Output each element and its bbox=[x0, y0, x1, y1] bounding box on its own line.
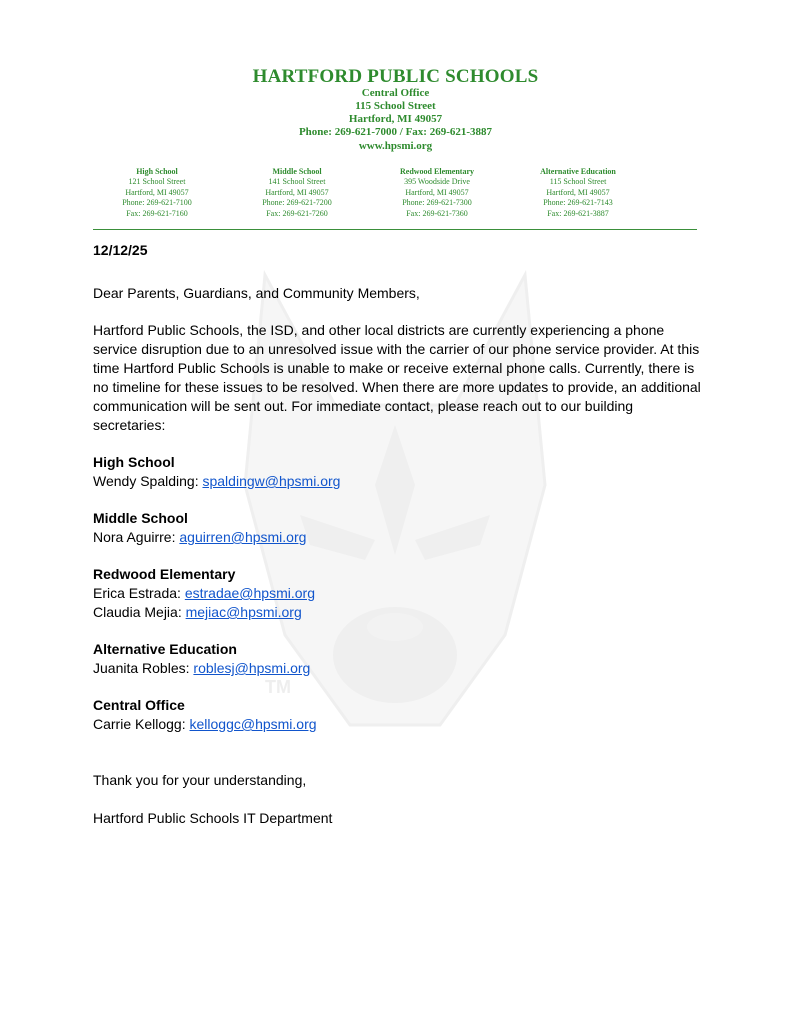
building-phone: Phone: 269-621-7100 bbox=[122, 198, 192, 208]
contact-block-redwood-elementary bbox=[93, 565, 708, 622]
building-name: Middle School bbox=[272, 167, 322, 176]
letter-signature: Hartford Public Schools IT Department bbox=[93, 810, 333, 826]
building-fax: Fax: 269-621-7160 bbox=[126, 208, 188, 218]
letter-salutation: Dear Parents, Guardians, and Community Members, bbox=[93, 285, 420, 301]
building-city: Hartford, MI 49057 bbox=[546, 187, 610, 197]
letterhead-title: HARTFORD PUBLIC SCHOOLS bbox=[252, 66, 539, 87]
contact-block-middle-school bbox=[93, 509, 708, 547]
contact-name: Carrie Kellogg: bbox=[93, 716, 190, 732]
building-fax: Fax: 269-621-7260 bbox=[266, 208, 328, 218]
letter-closing: Thank you for your understanding, bbox=[93, 772, 307, 788]
contact-name: Erica Estrada: bbox=[93, 585, 185, 601]
contact-name: Juanita Robles: bbox=[93, 660, 194, 676]
contact-building-heading: Middle School bbox=[93, 510, 188, 526]
contact-email-link[interactable]: spaldingw@hpsmi.org bbox=[202, 473, 341, 489]
contact-line bbox=[93, 603, 708, 622]
building-phone: Phone: 269-621-7300 bbox=[402, 198, 472, 208]
contact-name: Claudia Mejia: bbox=[93, 604, 186, 620]
contact-building-heading: Alternative Education bbox=[93, 641, 237, 657]
contact-email-link[interactable]: kelloggc@hpsmi.org bbox=[189, 716, 317, 732]
building-column-redwood-elementary bbox=[362, 167, 512, 219]
letter-paragraph: Hartford Public Schools, the ISD, and other local districts are currently experiencing a phone service disruption due to an unresolved issue with the carrier of our phone service provider. At this time Hartford Public Schools is unable to make or receive external phone calls. Currently, there is no timeline for these issues to be resolved. When there are more updates to provide, an additional communication will be sent out. For immediate contact, please reach out to our building secretaries: bbox=[93, 322, 701, 433]
building-column-high-school bbox=[82, 167, 232, 219]
building-city: Hartford, MI 49057 bbox=[265, 187, 329, 197]
contact-name: Wendy Spalding: bbox=[93, 473, 203, 489]
building-name: High School bbox=[136, 167, 178, 176]
building-name: Alternative Education bbox=[540, 167, 616, 176]
building-fax: Fax: 269-621-3887 bbox=[547, 208, 609, 218]
svg-text:TM: TM bbox=[265, 677, 291, 697]
building-city: Hartford, MI 49057 bbox=[125, 187, 189, 197]
contact-line bbox=[93, 715, 708, 734]
contact-line bbox=[93, 659, 708, 678]
letterhead-phone-fax: Phone: 269-621-7000 / Fax: 269-621-3887 bbox=[298, 126, 493, 138]
contact-line bbox=[93, 528, 708, 547]
building-city: Hartford, MI 49057 bbox=[405, 187, 469, 197]
building-street: 141 School Street bbox=[268, 177, 326, 187]
contact-block-alternative-education bbox=[93, 640, 708, 678]
contact-building-heading: Redwood Elementary bbox=[93, 566, 236, 582]
contact-email-link[interactable]: aguirren@hpsmi.org bbox=[179, 529, 307, 545]
contact-email-link[interactable]: mejiac@hpsmi.org bbox=[185, 604, 302, 620]
letterhead-city: Hartford, MI 49057 bbox=[348, 113, 443, 125]
building-column-middle-school bbox=[222, 167, 372, 219]
contact-name: Nora Aguirre: bbox=[93, 529, 180, 545]
contact-block-high-school bbox=[93, 453, 708, 491]
building-column-alternative-education bbox=[503, 167, 653, 219]
letterhead-street: 115 School Street bbox=[355, 100, 436, 112]
building-phone: Phone: 269-621-7200 bbox=[262, 198, 332, 208]
letterhead-office: Central Office bbox=[361, 87, 430, 99]
letterhead-website[interactable]: www.hpsmi.org bbox=[358, 140, 433, 152]
contact-email-link[interactable]: estradae@hpsmi.org bbox=[184, 585, 315, 601]
letterhead-divider bbox=[93, 229, 697, 230]
letter-date: 12/12/25 bbox=[93, 242, 148, 258]
building-street: 121 School Street bbox=[128, 177, 186, 187]
contact-building-heading: Central Office bbox=[93, 697, 185, 713]
building-street: 115 School Street bbox=[549, 177, 607, 187]
building-phone: Phone: 269-621-7143 bbox=[543, 198, 613, 208]
contact-building-heading: High School bbox=[93, 454, 175, 470]
contact-block-central-office bbox=[93, 696, 708, 734]
contact-line bbox=[93, 472, 708, 491]
building-fax: Fax: 269-621-7360 bbox=[406, 208, 468, 218]
contact-email-link[interactable]: roblesj@hpsmi.org bbox=[193, 660, 311, 676]
contact-line bbox=[93, 584, 708, 603]
building-street: 395 Woodside Drive bbox=[404, 177, 470, 187]
building-name: Redwood Elementary bbox=[400, 167, 474, 176]
